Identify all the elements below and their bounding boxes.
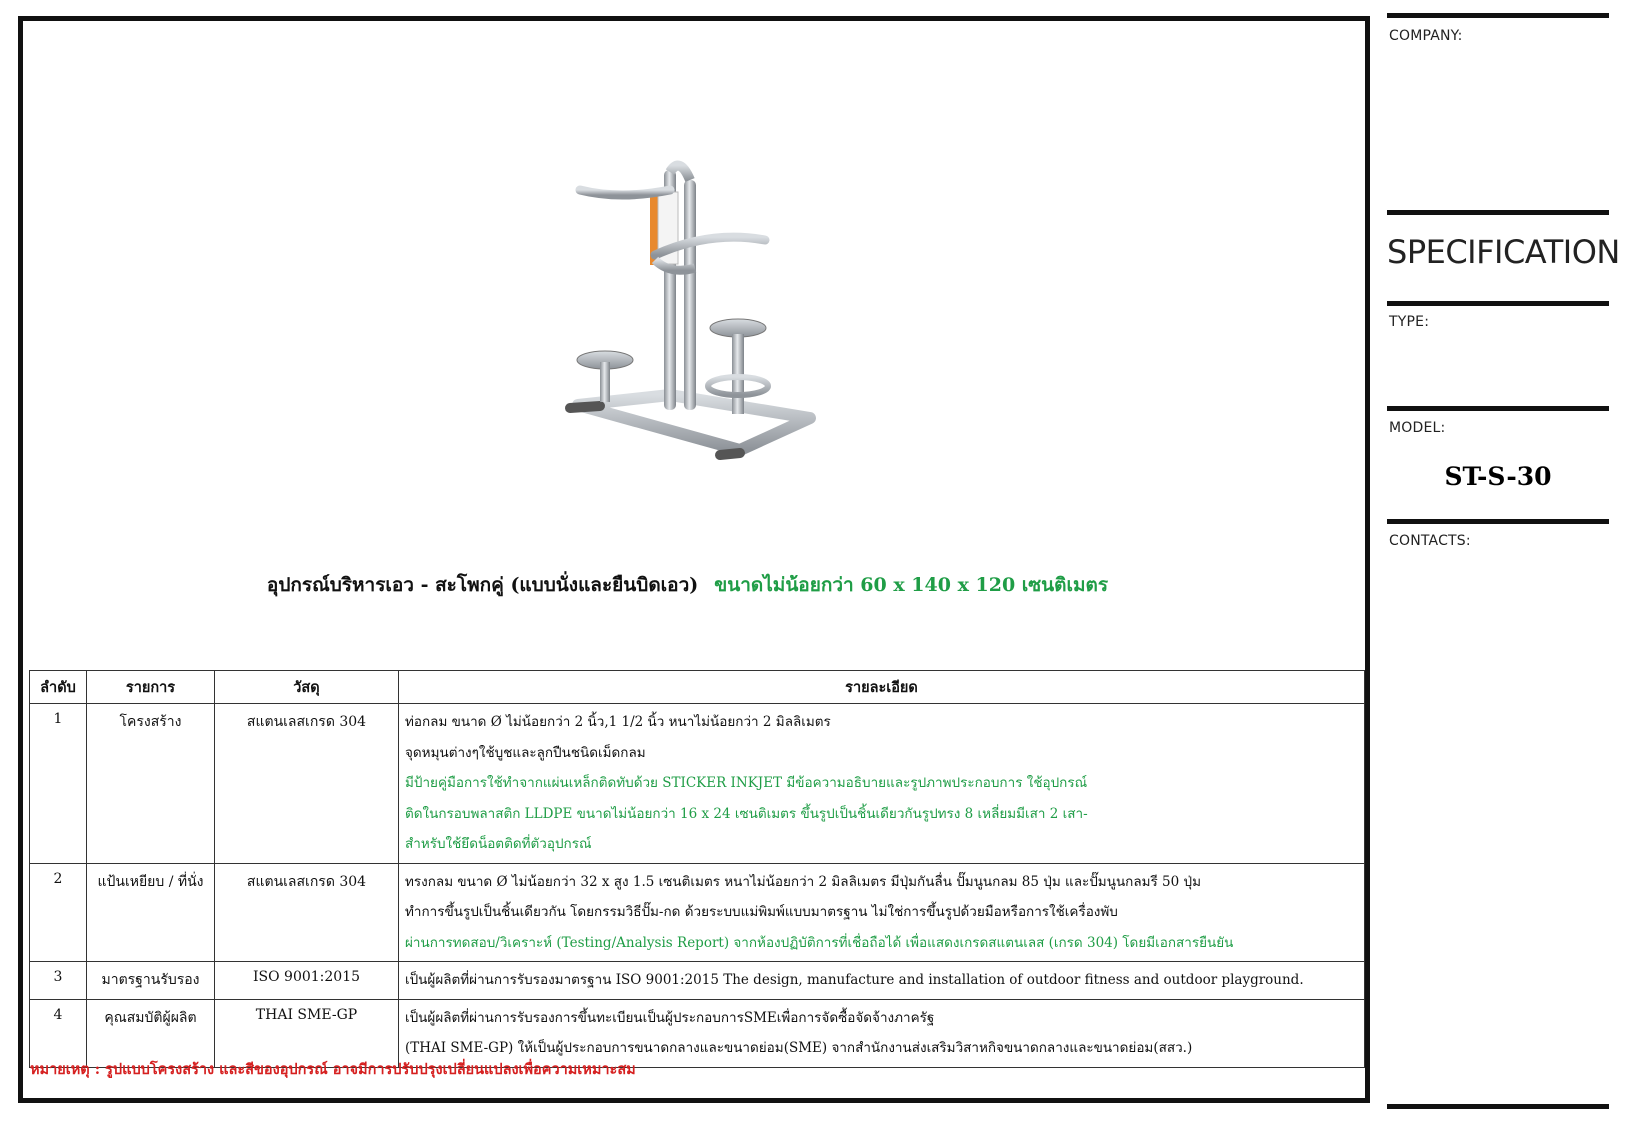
row-detail (399, 863, 1365, 962)
company-label: COMPANY: (1389, 28, 1463, 44)
spec-table (29, 670, 1365, 1068)
header-item: รายการ (87, 671, 215, 704)
product-size: ขนาดไม่น้อยกว่า 60 x 140 x 120 เซนติเมตร (714, 574, 1109, 596)
specification-heading: SPECIFICATION (1387, 233, 1620, 271)
detail-line: ทำการขึ้นรูปเป็นชิ้นเดียวกัน โดยกรรมวิธีปั๊ม-กด ด้วยระบบแม่พิมพ์แบบมาตรฐาน ไม่ใช่การขึ้นรูปด้วยมือหรือการใช้เครื่องพับ (405, 904, 1118, 920)
row-item: คุณสมบัติผู้ผลิต (87, 999, 215, 1067)
spec-sidebar (1387, 0, 1620, 1125)
sidebar-divider (1387, 210, 1609, 215)
sidebar-divider (1387, 519, 1609, 524)
sidebar-divider (1387, 301, 1609, 306)
table-row (30, 999, 1365, 1067)
remark-note: หมายเหตุ : รูปแบบโครงสร้าง และสีของอุปกรณ์ อาจมีการปรับปรุงเปลี่ยนแปลงเพื่อความเหมาะสม (30, 1061, 636, 1078)
detail-line: ติดในกรอบพลาสติก LLDPE ขนาดไม่น้อยกว่า 16 x 24 เซนติเมตร ขึ้นรูปเป็นชิ้นเดียวกันรูปทรง 8 เหลี่ยมมีเสา 2 เสา- (405, 805, 1088, 822)
table-row (30, 704, 1365, 864)
product-title (0, 570, 1375, 600)
detail-line: จุดหมุนต่างๆใช้บูชและลูกปืนชนิดเม็ดกลม (405, 744, 646, 761)
header-material: วัสดุ (215, 671, 399, 704)
row-no: 2 (30, 863, 87, 962)
detail-line: เป็นผู้ผลิตที่ผ่านการรับรองมาตรฐาน ISO 9001:2015 The design, manufacture and installation of outdoor fitness and outdoor playground. (405, 972, 1304, 988)
row-no: 3 (30, 962, 87, 1000)
detail-line: มีป้ายคู่มือการใช้ทำจากแผ่นเหล็กติดทับด้วย STICKER INKJET มีข้อความอธิบายและรูปภาพประกอบการ ใช้อุปกรณ์ (405, 775, 1088, 791)
row-material: THAI SME-GP (215, 999, 399, 1067)
type-label: TYPE: (1389, 314, 1430, 330)
table-row (30, 962, 1365, 1000)
contacts-label: CONTACTS: (1389, 533, 1471, 549)
header-detail: รายละเอียด (399, 671, 1365, 704)
sidebar-divider (1387, 1104, 1609, 1109)
detail-line: ทรงกลม ขนาด Ø ไม่น้อยกว่า 32 x สูง 1.5 เซนติเมตร หนาไม่น้อยกว่า 2 มิลลิเมตร มีปุ่มกันลื่น ปั๊มนูนกลม 85 ปุ่ม และปั๊มนูนกลมรี 50 ปุ่ม (405, 873, 1201, 890)
header-no: ลำดับ (30, 671, 87, 704)
row-material: สแตนเลสเกรด 304 (215, 704, 399, 864)
product-name: อุปกรณ์บริหารเอว - สะโพกคู่ (แบบนั่งและยืนบิดเอว) (266, 574, 699, 596)
row-detail (399, 999, 1365, 1067)
row-material: สแตนเลสเกรด 304 (215, 863, 399, 962)
sidebar-divider (1387, 13, 1609, 18)
row-no: 4 (30, 999, 87, 1067)
detail-line: ท่อกลม ขนาด Ø ไม่น้อยกว่า 2 นิ้ว,1 1/2 นิ้ว หนาไม่น้อยกว่า 2 มิลลิเมตร (405, 714, 831, 730)
product-image (560, 150, 860, 480)
table-row (30, 863, 1365, 962)
row-detail (399, 962, 1365, 1000)
detail-line: เป็นผู้ผลิตที่ผ่านการรับรองการขึ้นทะเบียนเป็นผู้ประกอบการSMEเพื่อการจัดซื้อจัดจ้างภาครัฐ (405, 1009, 935, 1026)
detail-line: ผ่านการทดสอบ/วิเคราะห์ (Testing/Analysis Report) จากห้องปฏิบัติการที่เชื่อถือได้ เพื่อแสดงเกรดสแตนเลส (เกรด 304) โดยมีเอกสารยืนยัน (405, 934, 1234, 951)
row-item: โครงสร้าง (87, 704, 215, 864)
model-value: ST-S-30 (1444, 462, 1552, 491)
detail-line: สำหรับใช้ยึดน็อตติดที่ตัวอุปกรณ์ (405, 836, 592, 852)
row-item: มาตรฐานรับรอง (87, 962, 215, 1000)
detail-line: (THAI SME-GP) ให้เป็นผู้ประกอบการขนาดกลางและขนาดย่อม(SME) จากสำนักงานส่งเสริมวิสาหกิจขนาดกลางและขนาดย่อม(สสว.) (405, 1040, 1193, 1056)
sidebar-divider (1387, 406, 1609, 411)
row-detail (399, 704, 1365, 864)
row-item: แป้นเหยียบ / ที่นั่ง (87, 863, 215, 962)
row-no: 1 (30, 704, 87, 864)
model-label: MODEL: (1389, 420, 1446, 436)
row-material: ISO 9001:2015 (215, 962, 399, 1000)
table-header-row (30, 671, 1365, 704)
